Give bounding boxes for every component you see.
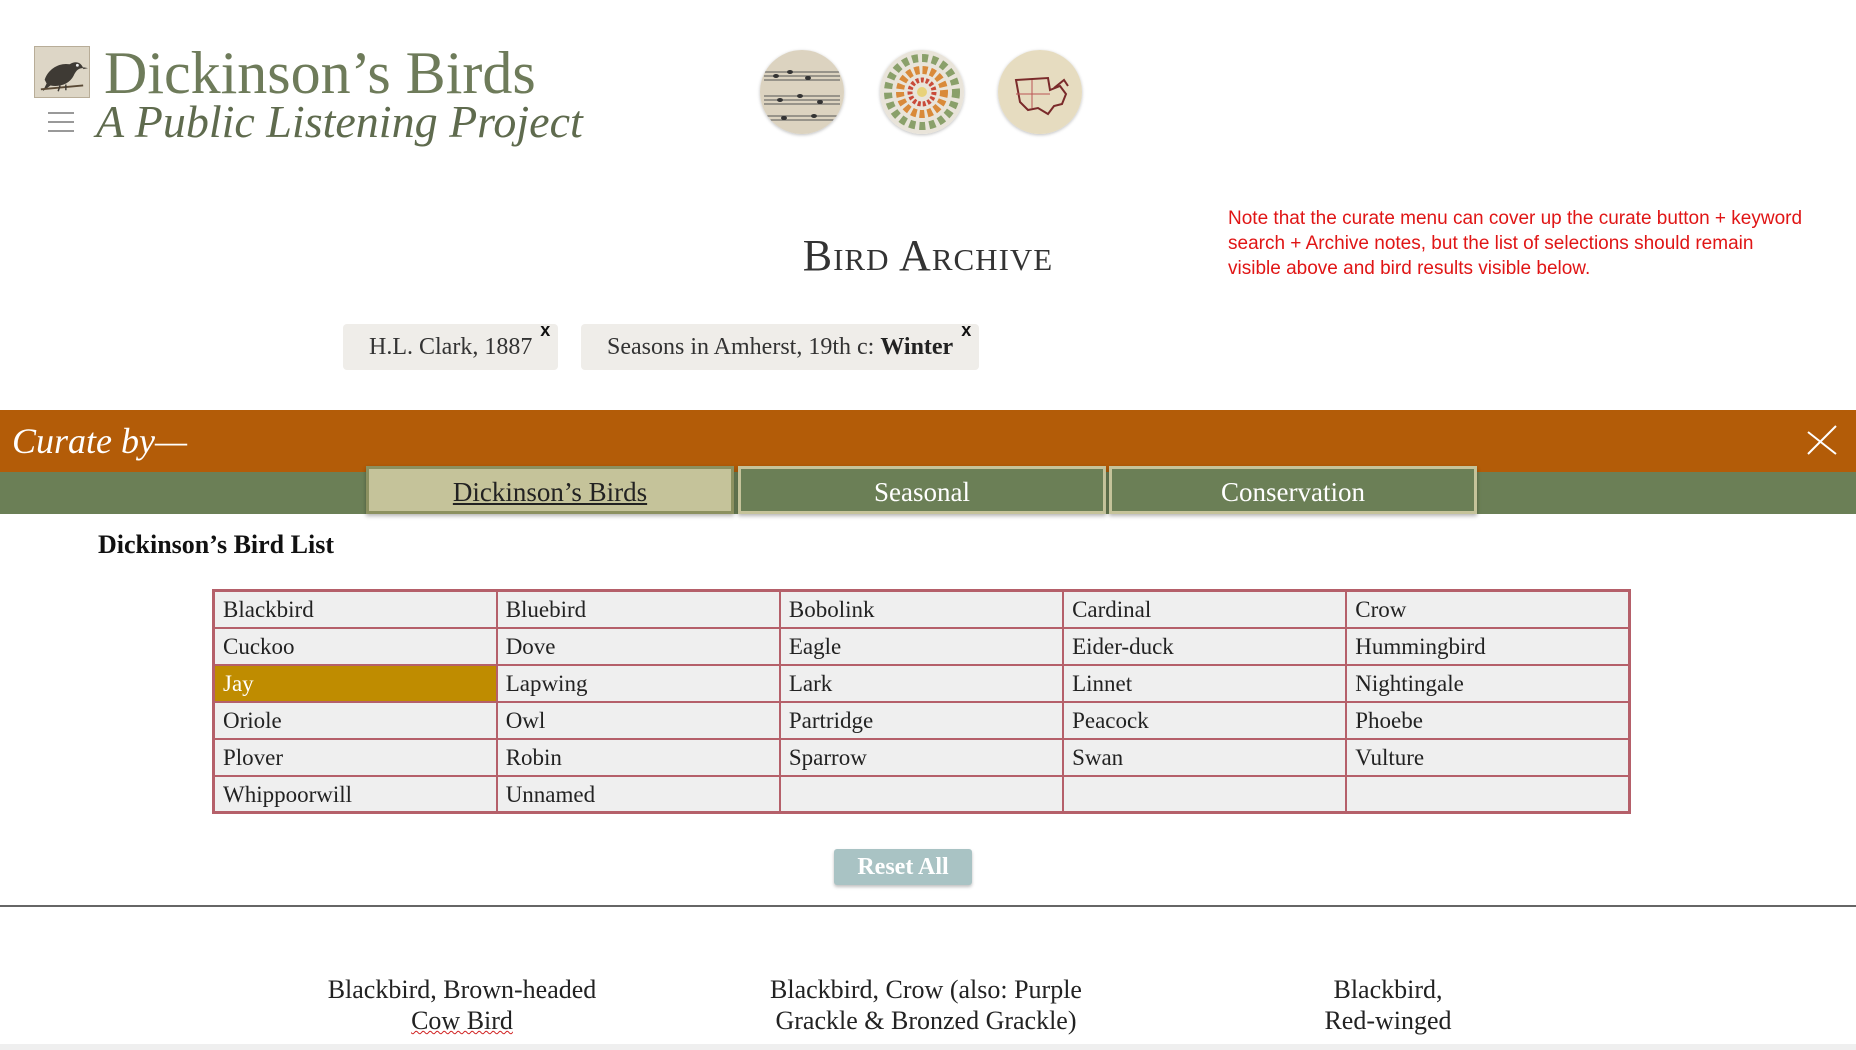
bird-cell[interactable]: Phoebe bbox=[1346, 702, 1629, 739]
map-icon[interactable] bbox=[998, 50, 1082, 134]
bird-cell[interactable]: Bobolink bbox=[780, 591, 1063, 628]
bird-cell[interactable]: Lark bbox=[780, 665, 1063, 702]
bird-list-table bbox=[212, 589, 1631, 814]
table-row bbox=[214, 739, 1630, 776]
page-bottom-edge bbox=[0, 1044, 1856, 1050]
empty-cell bbox=[780, 776, 1063, 813]
result-item[interactable] bbox=[282, 974, 642, 1036]
bird-list-heading: Dickinson’s Bird List bbox=[98, 530, 334, 559]
bird-cell[interactable]: Unnamed bbox=[497, 776, 780, 813]
result-line1: Blackbird, Crow (also: Purple bbox=[770, 975, 1082, 1004]
filter-chip-label: Seasons in Amherst, 19th c: bbox=[607, 334, 881, 360]
music-score-icon[interactable] bbox=[760, 50, 844, 134]
filter-chip bbox=[343, 320, 558, 370]
bird-cell[interactable]: Cuckoo bbox=[214, 628, 497, 665]
bird-cell[interactable]: Lapwing bbox=[497, 665, 780, 702]
result-line2: Red-winged bbox=[1324, 1006, 1452, 1035]
bird-cell[interactable]: Hummingbird bbox=[1346, 628, 1629, 665]
bird-cell[interactable]: Nightingale bbox=[1346, 665, 1629, 702]
remove-filter-icon[interactable]: x bbox=[961, 320, 972, 340]
tab-dickinsons-birds[interactable]: Dickinson’s Birds bbox=[366, 466, 734, 514]
curate-label: Curate by— bbox=[12, 421, 187, 461]
bird-cell[interactable]: Blackbird bbox=[214, 591, 497, 628]
bird-cell[interactable]: Cardinal bbox=[1063, 591, 1346, 628]
bird-cell[interactable]: Vulture bbox=[1346, 739, 1629, 776]
bird-cell[interactable]: Swan bbox=[1063, 739, 1346, 776]
table-row bbox=[214, 591, 1630, 628]
bird-cell[interactable]: Eagle bbox=[780, 628, 1063, 665]
bird-logo-icon[interactable] bbox=[34, 46, 90, 98]
bird-cell[interactable]: Robin bbox=[497, 739, 780, 776]
site-subtitle: A Public Listening Project bbox=[96, 96, 583, 147]
site-title[interactable]: Dickinson’s Birds bbox=[104, 40, 536, 106]
divider bbox=[0, 905, 1856, 907]
bird-cell[interactable]: Partridge bbox=[780, 702, 1063, 739]
table-row bbox=[214, 665, 1630, 702]
hamburger-menu-icon[interactable] bbox=[48, 112, 74, 132]
curate-bar bbox=[0, 410, 1856, 472]
tab-seasonal[interactable]: Seasonal bbox=[738, 466, 1106, 514]
tab-conservation[interactable]: Conservation bbox=[1109, 466, 1477, 514]
result-item[interactable] bbox=[1208, 974, 1568, 1036]
bird-cell[interactable]: Sparrow bbox=[780, 739, 1063, 776]
bird-cell[interactable]: Crow bbox=[1346, 591, 1629, 628]
season-wheel-icon[interactable] bbox=[880, 50, 964, 134]
bird-cell[interactable]: Oriole bbox=[214, 702, 497, 739]
bird-cell[interactable]: Linnet bbox=[1063, 665, 1346, 702]
remove-filter-icon[interactable]: x bbox=[540, 320, 551, 340]
table-row bbox=[214, 628, 1630, 665]
filter-chip-label: H.L. Clark, 1887 bbox=[369, 334, 533, 360]
result-item[interactable] bbox=[746, 974, 1106, 1036]
table-row bbox=[214, 702, 1630, 739]
close-icon[interactable] bbox=[1802, 420, 1842, 460]
bird-cell[interactable]: Bluebird bbox=[497, 591, 780, 628]
result-line1: Blackbird, bbox=[1333, 975, 1443, 1004]
bird-cell-selected[interactable]: Jay bbox=[214, 665, 497, 702]
reset-all-button[interactable]: Reset All bbox=[834, 849, 972, 885]
result-line2: Cow Bird bbox=[411, 1006, 513, 1035]
bird-cell[interactable]: Plover bbox=[214, 739, 497, 776]
empty-cell bbox=[1063, 776, 1346, 813]
bird-cell[interactable]: Whippoorwill bbox=[214, 776, 497, 813]
filter-chip bbox=[581, 320, 979, 370]
bird-cell[interactable]: Eider-duck bbox=[1063, 628, 1346, 665]
result-line2: Grackle & Bronzed Grackle) bbox=[775, 1006, 1077, 1035]
filter-chip-value: Winter bbox=[880, 334, 954, 360]
empty-cell bbox=[1346, 776, 1629, 813]
page-title: Bird Archive bbox=[802, 231, 1054, 280]
bird-cell[interactable]: Peacock bbox=[1063, 702, 1346, 739]
table-row bbox=[214, 776, 1630, 813]
annotation-note: Note that the curate menu can cover up the curate button + keyword search + Archive notes, but the list of selections should remain visible above and bird results visible below. bbox=[1228, 208, 1803, 279]
result-line1: Blackbird, Brown-headed bbox=[327, 975, 597, 1004]
bird-cell[interactable]: Owl bbox=[497, 702, 780, 739]
bird-cell[interactable]: Dove bbox=[497, 628, 780, 665]
